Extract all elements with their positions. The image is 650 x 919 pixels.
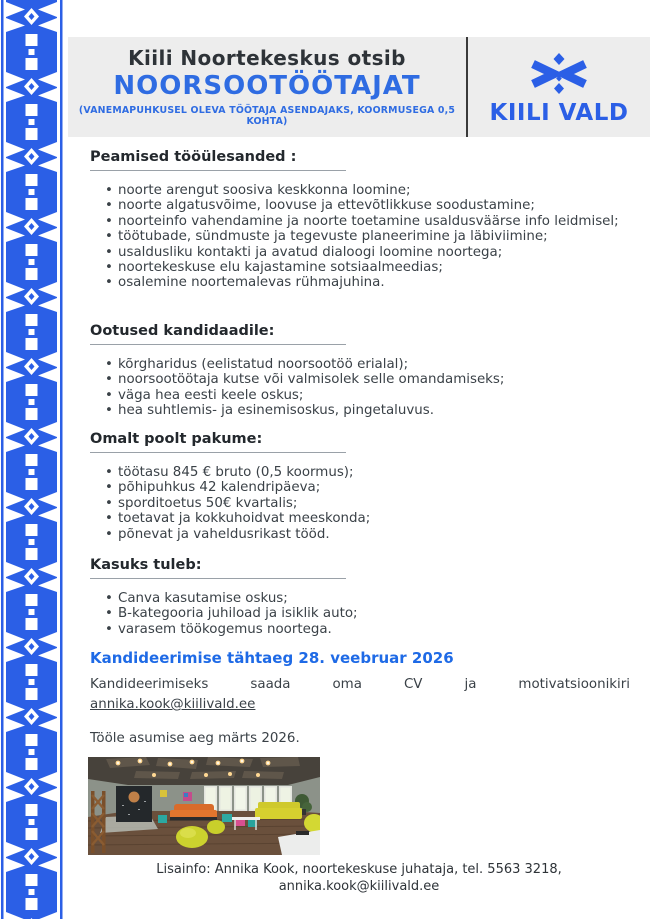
list-item: • noorteinfo vahendamine ja noorte toetamine usaldusväärse info leidmisel; — [118, 214, 630, 229]
list-item: • noorte algatusvõime, loovuse ja ettevõtlikkuse soodustamine; — [118, 198, 630, 213]
application-text: Kandideerimiseks saada oma CV ja motivatsioonikiri — [90, 677, 630, 692]
footer-line1: Lisainfo: Annika Kook, noortekeskuse juhataja, tel. 5563 3218, — [156, 862, 562, 877]
list-item: • Canva kasutamise oskus; — [118, 591, 630, 606]
start-date: Tööle asumise aeg märts 2026. — [90, 731, 300, 746]
list-item: • väga hea eesti keele oskus; — [118, 388, 630, 403]
job-subtitle: (VANEMAPUHKUSEL OLEVA TÖÖTAJA ASENDAJAKS, KOORMUSEGA 0,5 KOHTA) — [78, 105, 456, 127]
section-heading: Ootused kandidaadile: — [90, 322, 346, 345]
list-item: • põnevat ja vaheldusrikast tööd. — [118, 527, 630, 542]
list-item: • osalemine noortemalevas rühmajuhina. — [118, 275, 630, 290]
youth-center-photo — [88, 757, 320, 855]
list-item: • hea suhtlemis- ja esinemisoskus, pingetaluvus. — [118, 403, 630, 418]
list-item: • töötasu 845 € bruto (0,5 koormus); — [118, 465, 630, 480]
header — [68, 37, 650, 137]
section-heading: Peamised tööülesanded : — [90, 148, 346, 171]
footer-contact — [68, 862, 650, 895]
list-item: • toetavat ja kokkuhoidvat meeskonda; — [118, 511, 630, 526]
section-offer — [90, 430, 630, 542]
list-item: • sporditoetus 50€ kvartalis; — [118, 496, 630, 511]
list-item: • noortekeskuse elu kajastamine sotsiaalmeedias; — [118, 260, 630, 275]
section-advantages — [90, 556, 630, 637]
org-title: Kiili Noortekeskus otsib — [128, 46, 406, 70]
bullet-list — [90, 465, 630, 542]
bullet-list — [90, 183, 630, 291]
list-item: • B-kategooria juhiload ja isiklik auto; — [118, 606, 630, 621]
footer-email: annika.kook@kiilivald.ee — [278, 878, 440, 894]
section-heading: Omalt poolt pakume: — [90, 430, 346, 453]
application-email-link[interactable]: annika.kook@kiilivald.ee — [90, 697, 256, 712]
logo-block — [468, 37, 650, 137]
bullet-list — [90, 591, 630, 637]
section-expectations — [90, 322, 630, 419]
section-duties — [90, 148, 630, 291]
list-item: • usaldusliku kontakti ja avatud dialoogi loomine noortega; — [118, 245, 630, 260]
list-item: • kõrgharidus (eelistatud noorsootöö erialal); — [118, 357, 630, 372]
list-item: • noorsootöötaja kutse või valmisolek selle omandamiseks; — [118, 372, 630, 387]
header-titles — [68, 37, 466, 137]
estonian-folk-pattern — [0, 0, 64, 919]
application-deadline: Kandideerimise tähtaeg 28. veebruar 2026 — [90, 649, 454, 667]
section-heading: Kasuks tuleb: — [90, 556, 346, 579]
list-item: • põhipuhkus 42 kalendripäeva; — [118, 480, 630, 495]
application-instructions — [90, 677, 630, 713]
list-item: • noorte arengut soosiva keskkonna loomine; — [118, 183, 630, 198]
bullet-list — [90, 357, 630, 419]
list-item: • töötubade, sündmuste ja tegevuste planeerimine ja läbiviimine; — [118, 229, 630, 244]
job-title: NOORSOOTÖÖTAJAT — [113, 71, 421, 101]
logo-text: KIILI VALD — [489, 100, 629, 126]
list-item: • varasem töökogemus noortega. — [118, 622, 630, 637]
kiili-vald-dragonfly-icon — [527, 52, 591, 98]
